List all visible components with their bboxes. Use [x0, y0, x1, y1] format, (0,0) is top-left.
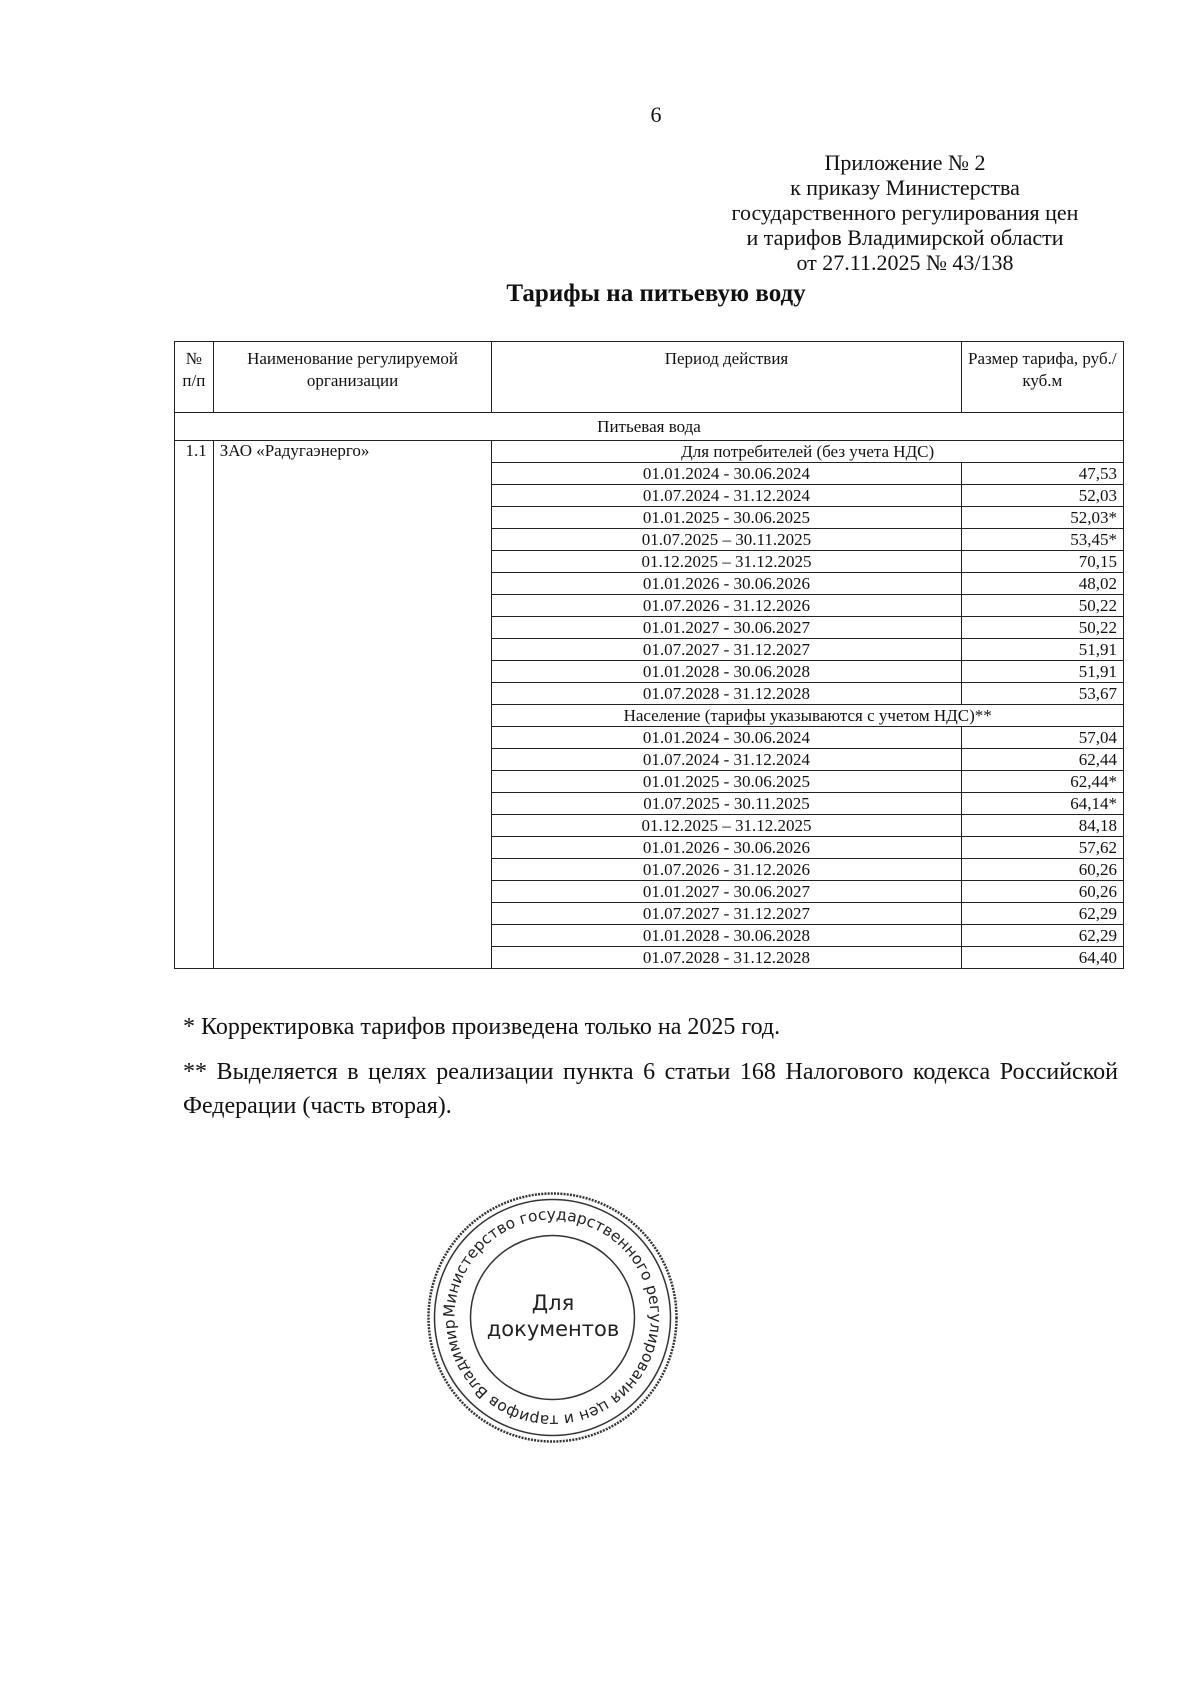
subsection-label: Для потребителей (без учета НДС) [492, 441, 1124, 463]
document-title: Тарифы на питьевую воду [506, 280, 806, 307]
price-cell: 50,22 [961, 595, 1123, 617]
stamp-center-line: Для [531, 1291, 575, 1315]
period-cell: 01.12.2025 – 31.12.2025 [492, 815, 961, 837]
price-cell: 62,29 [961, 903, 1123, 925]
header-period: Период действия [492, 342, 961, 413]
header-org: Наименование регулируемой организации [213, 342, 492, 413]
period-cell: 01.01.2026 - 30.06.2026 [492, 573, 961, 595]
footnote-2: ** Выделяется в целях реализации пункта 6 статьи 168 Налогового кодекса Российской Федерации (часть вторая). [183, 1059, 1118, 1119]
stamp-ring-path: Министерство государственного регулирования цен и тарифов Владимир [440, 1205, 665, 1430]
price-cell: 62,44* [961, 771, 1123, 793]
price-cell: 52,03 [961, 485, 1123, 507]
header-num: № п/п [175, 342, 214, 413]
price-cell: 47,53 [961, 463, 1123, 485]
section-row [175, 413, 1124, 441]
period-cell: 01.07.2026 - 31.12.2026 [492, 595, 961, 617]
period-cell: 01.01.2026 - 30.06.2026 [492, 837, 961, 859]
subsection-row [175, 441, 1124, 463]
price-cell: 51,91 [961, 661, 1123, 683]
price-cell: 64,40 [961, 947, 1123, 969]
page-number: 6 [650, 102, 662, 127]
price-cell: 62,44 [961, 749, 1123, 771]
period-cell: 01.12.2025 – 31.12.2025 [492, 551, 961, 573]
tariff-table [174, 341, 1124, 969]
price-cell: 57,04 [961, 727, 1123, 749]
price-cell: 48,02 [961, 573, 1123, 595]
table-header-row [175, 342, 1124, 413]
period-cell: 01.07.2024 - 31.12.2024 [492, 749, 961, 771]
period-cell: 01.01.2025 - 30.06.2025 [492, 771, 961, 793]
period-cell: 01.07.2027 - 31.12.2027 [492, 903, 961, 925]
period-cell: 01.01.2028 - 30.06.2028 [492, 925, 961, 947]
price-cell: 53,45* [961, 529, 1123, 551]
period-cell: 01.07.2025 – 30.11.2025 [492, 529, 961, 551]
price-cell: 62,29 [961, 925, 1123, 947]
price-cell: 53,67 [961, 683, 1123, 705]
period-cell: 01.01.2027 - 30.06.2027 [492, 881, 961, 903]
row-number: 1.1 [175, 441, 214, 969]
period-cell: 01.01.2024 - 30.06.2024 [492, 463, 961, 485]
subsection-label: Население (тарифы указываются с учетом НДС)** [492, 705, 1124, 727]
price-cell: 64,14* [961, 793, 1123, 815]
annex-header [690, 150, 1120, 275]
price-cell: 84,18 [961, 815, 1123, 837]
annex-line: от 27.11.2025 № 43/138 [796, 250, 1014, 275]
period-cell: 01.01.2024 - 30.06.2024 [492, 727, 961, 749]
period-cell: 01.01.2025 - 30.06.2025 [492, 507, 961, 529]
section-label: Питьевая вода [175, 413, 1124, 441]
tariff-table-body [175, 342, 1124, 969]
organization-name: ЗАО «Радугаэнерго» [213, 441, 492, 969]
footnote-1: * Корректировка тарифов произведена только на 2025 год. [183, 1014, 781, 1040]
price-cell: 50,22 [961, 617, 1123, 639]
price-cell: 70,15 [961, 551, 1123, 573]
annex-line: и тарифов Владимирской области [746, 225, 1064, 250]
price-cell: 57,62 [961, 837, 1123, 859]
period-cell: 01.07.2025 - 30.11.2025 [492, 793, 961, 815]
period-cell: 01.07.2024 - 31.12.2024 [492, 485, 961, 507]
period-cell: 01.07.2027 - 31.12.2027 [492, 639, 961, 661]
annex-line: государственного регулирования цен [731, 200, 1079, 225]
period-cell: 01.07.2028 - 31.12.2028 [492, 683, 961, 705]
stamp-graphic [425, 1190, 680, 1445]
price-cell: 51,91 [961, 639, 1123, 661]
price-cell: 60,26 [961, 859, 1123, 881]
period-cell: 01.01.2028 - 30.06.2028 [492, 661, 961, 683]
stamp-center-line: документов [486, 1317, 620, 1341]
price-cell: 52,03* [961, 507, 1123, 529]
period-cell: 01.07.2026 - 31.12.2026 [492, 859, 961, 881]
header-price: Размер тарифа, руб./куб.м [961, 342, 1123, 413]
annex-line: Приложение № 2 [824, 150, 986, 175]
period-cell: 01.01.2027 - 30.06.2027 [492, 617, 961, 639]
official-stamp [425, 1190, 680, 1445]
period-cell: 01.07.2028 - 31.12.2028 [492, 947, 961, 969]
price-cell: 60,26 [961, 881, 1123, 903]
annex-line: к приказу Министерства [790, 175, 1020, 200]
